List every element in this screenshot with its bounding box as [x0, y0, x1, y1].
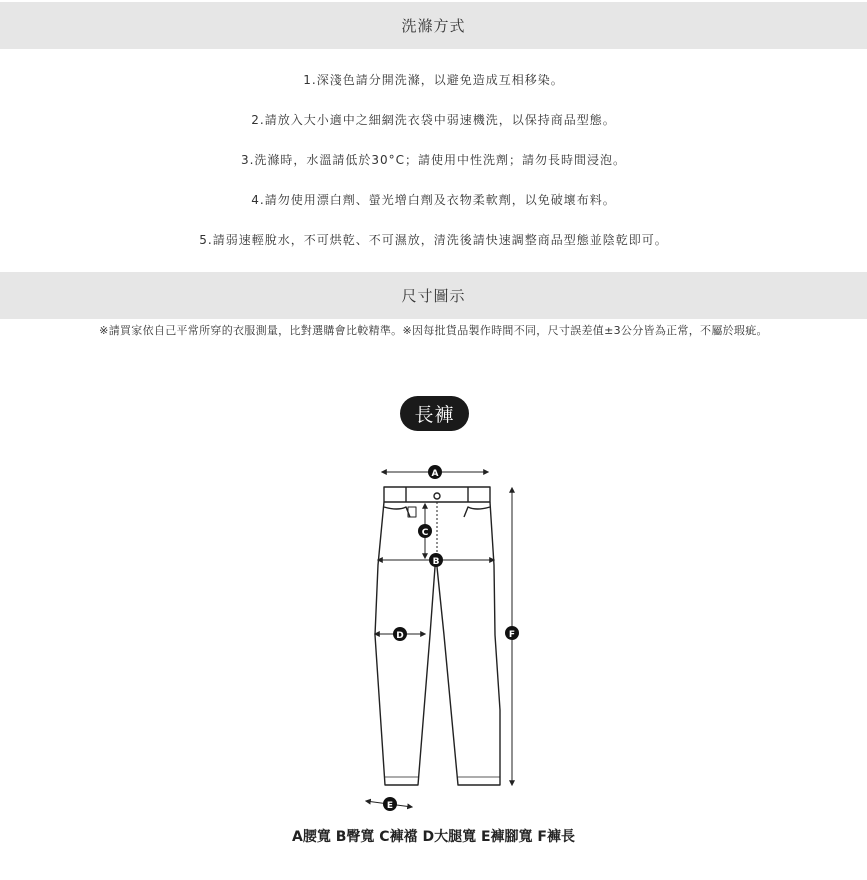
- wash-item-1: 1.深淺色請分開洗滌，以避免造成互相移染。: [303, 73, 564, 87]
- marker-b: [429, 553, 443, 567]
- wash-section-header: [0, 2, 867, 49]
- marker-f: [505, 626, 519, 640]
- wash-instructions-list: [0, 68, 867, 268]
- size-legend: A腰寬 B臀寬 C褲襠 D大腿寬 E褲腳寬 F褲長: [292, 829, 575, 845]
- marker-e: [383, 797, 397, 811]
- wash-item-2: 2.請放入大小適中之細網洗衣袋中弱速機洗，以保持商品型態。: [251, 113, 616, 127]
- pants-badge: 長褲: [400, 396, 469, 431]
- svg-text:B: B: [432, 557, 440, 567]
- marker-a: [428, 465, 442, 479]
- marker-c: [418, 524, 432, 538]
- size-section-header: [0, 272, 867, 319]
- svg-text:E: E: [386, 801, 394, 811]
- svg-text:F: F: [508, 630, 516, 640]
- svg-text:C: C: [421, 528, 429, 538]
- wash-item-5: 5.請弱速輕脫水，不可烘乾、不可濕放，清洗後請快速調整商品型態並陰乾即可。: [199, 233, 668, 247]
- wash-item-3: 3.洗滌時，水溫請低於30°C；請使用中性洗劑；請勿長時間浸泡。: [240, 153, 627, 167]
- pants-size-diagram: [340, 455, 540, 825]
- svg-text:D: D: [396, 631, 404, 641]
- wash-item-4: 4.請勿使用漂白劑、螢光增白劑及衣物柔軟劑，以免破壞布料。: [251, 193, 616, 207]
- marker-d: [393, 627, 407, 641]
- wash-title: 洗滌方式: [401, 17, 466, 35]
- size-note: ※請買家依自己平常所穿的衣服測量，比對選購會比較精準。※因每批貨品製作時間不同，尺寸誤差值±3公分皆為正常，不屬於瑕疵。: [99, 324, 768, 337]
- svg-text:A: A: [431, 469, 439, 479]
- size-title: 尺寸圖示: [401, 287, 466, 305]
